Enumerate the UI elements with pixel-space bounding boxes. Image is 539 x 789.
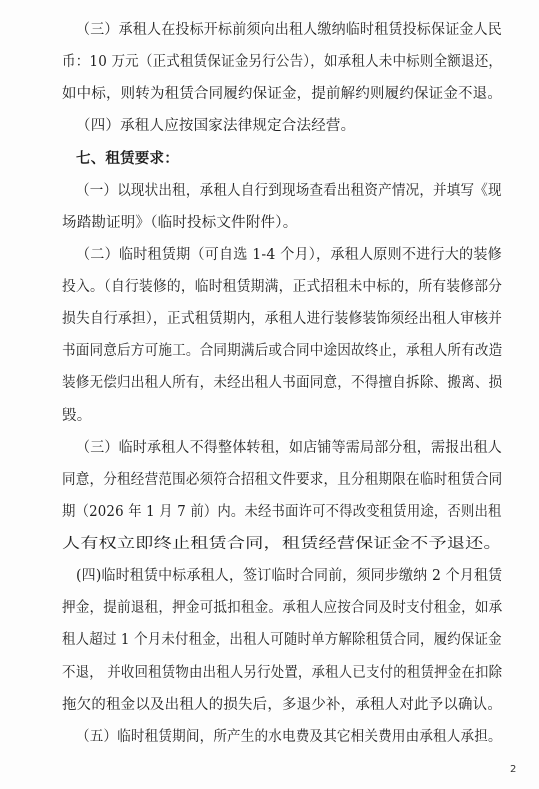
paragraph-line: 投入。（自行装修的，临时租赁期满，正式招租未中标的，所有装修部分 [62,279,503,296]
paragraph-line: 书面同意后方可施工。合同期满后或合同中途因故终止，承租人所有改造 [62,343,503,360]
paragraph-line: (四)临时租赁中标承租人，签订临时合同前，须同步缴纳 2 个月租赁 [76,568,503,585]
paragraph-line: 人有权立即终止租赁合同，租赁经营保证金不予退还。 [62,536,502,553]
paragraph-line: 如中标，则转为租赁合同履约保证金，提前解约则履约保证金不退。 [62,86,502,103]
paragraph-line: 不退， 并收回租赁物由出租人另行处置，承租人已支付的租赁押金在扣除 [62,664,503,681]
paragraph-line: 同意，分租经营范围必须符合招租文件要求，且分租期限在临时租赁合同 [62,471,503,488]
paragraph-line: 损失自行承担），正式租赁期内，承租人进行装修装饰须经出租人审核并 [62,311,503,328]
paragraph-line: 毁。 [62,407,92,424]
paragraph-line: 押金，提前退租，押金可抵扣租金。承租人应按合同及时支付租金，如承 [62,600,503,617]
paragraph-line: 场踏勘证明》（临时投标文件附件）。 [62,214,298,231]
paragraph-line: （三）承租人在投标开标前须向出租人缴纳临时租赁投标保证金人民 [76,22,503,38]
paragraph-line: （一）以现状出租，承租人自行到现场查看出租资产情况，并填写《现 [76,182,502,199]
paragraph-line: 期（2026 年 1 月 7 前）内。未经书面许可不得改变租赁用途，否则出租 [62,503,502,520]
paragraph-line: 拖欠的租金以及出租人的损失后，多退少补，承租人对此予以确认。 [62,696,502,713]
page-number: 2 [510,764,517,775]
paragraph-line: （四）承租人应按国家法律规定合法经营。 [76,118,356,135]
paragraph-line: 装修无偿归出租人所有，未经出租人书面同意，不得擅自拆除、搬离、损 [62,375,503,392]
paragraph-line: （二）临时租赁期（可自选 1-4 个月），承租人原则不进行大的装修 [76,246,502,263]
paragraph-line: （三）临时承租人不得整体转租，如店铺等需局部分租，需报出租人 [76,439,503,456]
section-heading: 七、租赁要求： [76,150,179,167]
paragraph-line: 租人超过 1 个月未付租金，出租人可随时单方解除租赁合同，履约保证金 [62,632,502,649]
paragraph-line: 币：10 万元（正式租赁保证金另行公告），如承租人未中标则全额退还， [62,54,503,71]
paragraph-line: （五）临时租赁期间，所产生的水电费及其它相关费用由承租人承担。 [76,728,502,745]
